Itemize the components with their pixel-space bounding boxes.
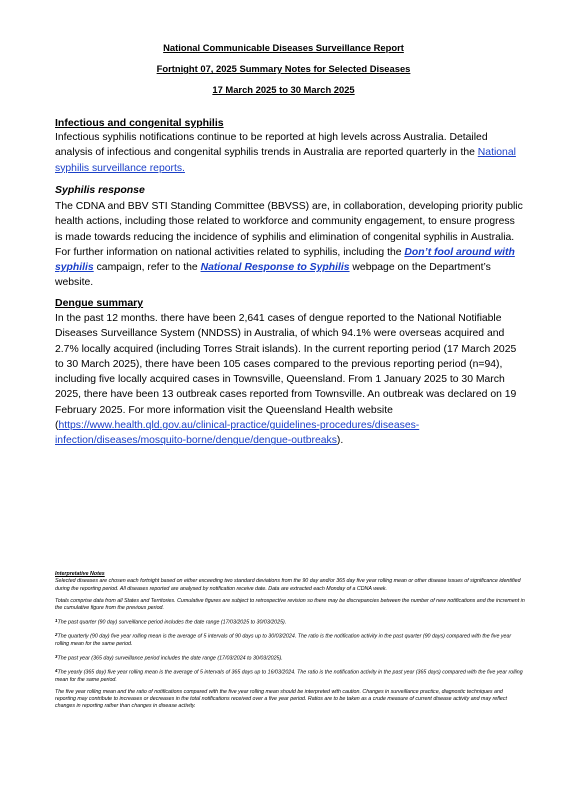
dont-fool-around-link[interactable]: Don’t fool around with syphilis — [55, 246, 515, 274]
syphilis-section-title: Infectious and congenital syphilis — [55, 117, 224, 129]
syphilis-paragraph — [55, 130, 525, 176]
report-subtitle: Fortnight 07, 2025 Summary Notes for Selected Diseases — [156, 63, 411, 74]
national-response-link[interactable]: National Response to Syphilis — [200, 262, 350, 274]
footnote-1-text: The past quarter (90 day) surveillance period includes the date range (17/03/2025 to 30/03/2025). — [57, 619, 287, 626]
response-text-3: webpage on the Department’s website. — [55, 262, 491, 289]
dengue-text-2: ). — [336, 435, 344, 447]
footnote-3 — [55, 653, 525, 663]
syphilis-reports-link[interactable]: National syphilis surveillance reports. — [55, 147, 516, 174]
notes-paragraph-3: The five year rolling mean and the ratio of notifications compared with the five year rolling mean should be interpreted with caution. Changes in surveillance practice, diagnostic techniques and reporting may contribute to increases or decreases in the total notifications received over a five year period. Ratios are to be taken as a crude measure of current disease activity and may reflect changes in reporting rather than changes in disease activity. — [55, 688, 507, 710]
queensland-health-link[interactable]: https://www.health.qld.gov.au/clinical-practice/guidelines-procedures/diseases-infection/diseases/mosquito-borne/dengue/dengue-outbreaks — [55, 420, 420, 447]
footnote-1 — [55, 617, 525, 627]
dengue-text-1: In the past 12 months. there have been 2,641 cases of dengue reported to the National Notifiable Diseases Surveillance System (NNDSS) in Australia, of which 94.1% were overseas acquired and 2.7% locally acquired (including Torres Strait islands). In the current reporting period (17 March 2025 to 30 March 2025), there have been 105 cases compared to the previous reporting period (n=94), including five locally acquired cases in Townsville, Queensland. From 1 January 2025 to 30 March 2025, there have been 13 outbreak cases reported from Townsville. An outbreak was declared on 19 February 2025. For more information visit the Queensland Health website ( — [55, 313, 517, 432]
report-date-range: 17 March 2025 to 30 March 2025 — [212, 84, 355, 95]
report-title: National Communicable Diseases Surveillance Report — [163, 42, 404, 53]
syphilis-response-paragraph — [55, 199, 525, 291]
dengue-paragraph — [55, 311, 525, 449]
response-text-1: The CDNA and BBV STI Standing Committee (BBVSS) are, in collaboration, developing priority public health actions, including those related to workforce and community engagement, to ensure progress is made towards reducing the incidence of syphilis and elimination of congenital syphilis in Australia. For further information on national activities related to syphilis, including the — [55, 201, 523, 258]
footnote-3-mark: 3 — [55, 653, 58, 659]
syphilis-text: Infectious syphilis notifications continue to be reported at high levels across Australia. Detailed analysis of infectious and congenital syphilis trends in Australia are reported quarterly in the — [55, 132, 488, 159]
footnote-1-mark: 1 — [55, 617, 58, 623]
footnote-2-mark: 2 — [55, 631, 58, 637]
footnote-4-mark: 4 — [55, 667, 58, 673]
footnote-2-text: The quarterly (90 day) five year rolling mean is the average of 5 intervals of 90 days up to 30/03/2024. The ratio is the notification activity in the past quarter (90 days) compared with the five year rolling mean for the same period. — [55, 633, 512, 647]
footnote-2 — [55, 631, 525, 648]
dengue-section-title: Dengue summary — [55, 297, 144, 309]
notes-paragraph-1: Selected diseases are chosen each fortnight based on either exceeding two standard deviations from the 90 day and/or 365 day five year rolling mean or other disease issues of significance identified during the reporting period. All diseases reported are analysed by notification receive date. Data are extracted each Monday of a CDNA week. — [55, 578, 521, 592]
response-text-2: campaign, refer to the — [93, 262, 201, 274]
syphilis-response-title: Syphilis response — [55, 184, 145, 196]
notes-title: Interpretative Notes — [55, 571, 105, 577]
notes-paragraph-2: Totals comprise data from all States and Territories. Cumulative figures are subject to retrospective revision so there may be discrepancies between the number of new notifications and the increment in the cumulative figure from the previous period. — [55, 597, 525, 611]
footnote-3-text: The past year (365 day) surveillance period includes the date range (17/03/2024 to 30/03/2025). — [57, 655, 283, 662]
footnote-4 — [55, 667, 525, 684]
interpretative-notes — [55, 571, 525, 715]
footnote-4-text: The yearly (365 day) five year rolling mean is the average of 5 intervals of 365 days up to 16/03/2024. The ratio is the notification activity in the past year (365 days) compared with the five year rolling mean for the same period. — [55, 669, 523, 683]
